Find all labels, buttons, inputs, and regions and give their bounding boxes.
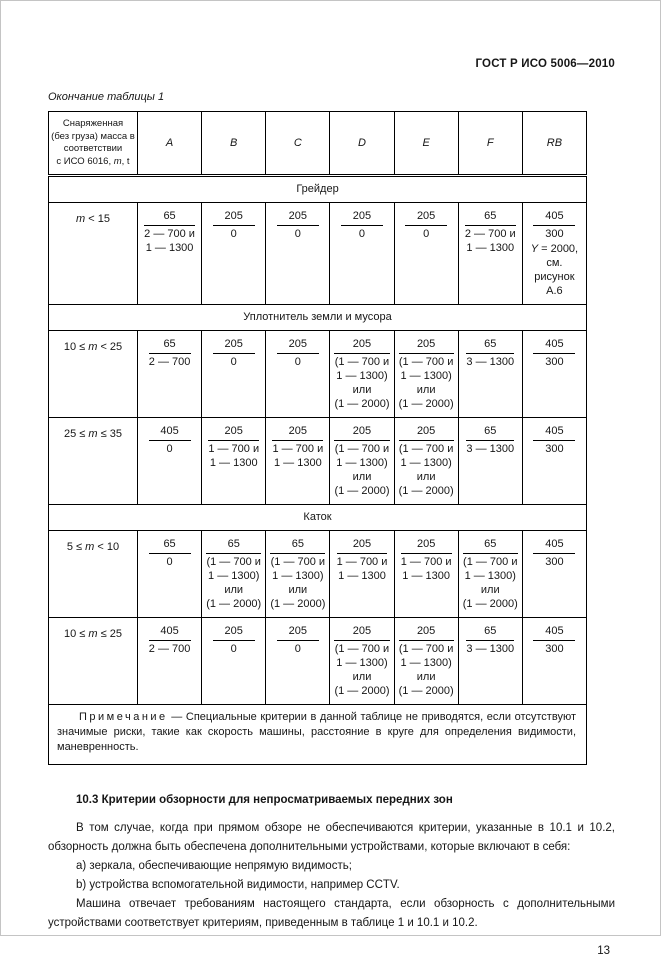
fraction-numerator: 205 [213,209,255,226]
fraction [206,537,261,611]
fraction-numerator: 65 [466,337,514,354]
fraction-denominator: 1 — 700 и 1 — 1300 [272,443,324,469]
fraction [213,209,255,241]
table-section-row [49,305,587,331]
fraction [341,209,383,241]
fraction [149,537,191,569]
criteria-value-cell [330,331,394,418]
fraction [466,624,514,656]
fraction-denominator: 300 [545,356,564,368]
fraction-denominator: 0 [166,443,173,455]
fraction [277,337,319,369]
fraction-denominator: (1 — 700 и 1 — 1300) или (1 — 2000) [270,556,326,610]
criteria-value-cell [138,331,202,418]
fraction-denominator: 3 — 1300 [466,443,515,455]
fraction-denominator: (1 — 700 и 1 — 1300) или (1 — 2000) [334,643,390,697]
fraction-numerator: 405 [149,424,191,441]
fraction-denominator: (1 — 700 и 1 — 1300) или (1 — 2000) [398,643,454,697]
fraction [463,537,518,611]
table-note-cell [49,705,587,765]
document-standard-number: ГОСТ Р ИСО 5006—2010 [475,58,615,70]
criteria-value-cell [522,203,586,305]
fraction [399,337,454,411]
fraction-numerator: 65 [206,537,261,554]
criteria-value-cell [394,618,458,705]
criteria-value-cell [394,418,458,505]
column-header-D: D [330,112,394,176]
criteria-value-cell [522,418,586,505]
fraction [399,624,454,698]
fraction-denominator: 0 [423,228,430,240]
fraction-numerator: 65 [270,537,325,554]
fraction-denominator: 1 — 700 и 1 — 1300 [336,556,388,582]
fraction-numerator: 205 [277,624,319,641]
fraction-numerator: 405 [533,209,575,226]
fraction-denominator: 3 — 1300 [466,643,515,655]
criteria-value-cell [330,531,394,618]
criteria-value-cell [202,531,266,618]
paragraph: Машина отвечает требованиям настоящего стандарта, если обзорность с дополнительными устройствами соответствует критериям, приведенным в таблице 1 и 10.1 и 10.2. [48,898,615,929]
fraction-denominator: 0 [294,643,301,655]
fraction-numerator: 205 [399,424,454,441]
fraction-denominator: 0 [294,228,301,240]
fraction [533,337,575,369]
fraction [334,424,389,498]
list-item-a: a) зеркала, обеспечивающие непрямую видимость; [76,860,352,872]
fraction [144,209,195,255]
fraction [272,424,323,470]
fraction-numerator: 205 [334,424,389,441]
fraction-numerator: 205 [277,209,319,226]
fraction [533,209,575,241]
fraction-numerator: 405 [533,537,575,554]
table-body [49,176,587,765]
fraction-denominator: 300 [545,228,564,240]
fraction-numerator: 205 [399,337,454,354]
fraction-numerator: 205 [337,537,388,554]
criteria-value-cell [202,618,266,705]
fraction-denominator: 0 [166,556,173,568]
fraction-denominator: 300 [545,556,564,568]
fraction-numerator: 205 [341,209,383,226]
fraction-denominator: (1 — 700 и 1 — 1300) или (1 — 2000) [206,556,262,610]
fraction-denominator: 2 — 700 и 1 — 1300 [144,228,195,254]
fraction-denominator: (1 — 700 и 1 — 1300) или (1 — 2000) [334,356,390,410]
criteria-value-cell [266,531,330,618]
criteria-value-cell [458,203,522,305]
table-row [49,418,587,505]
criteria-value-cell [522,618,586,705]
table-note-row [49,705,587,765]
fraction-numerator: 65 [465,209,516,226]
fraction [277,209,319,241]
criteria-value-cell [330,203,394,305]
fraction [213,337,255,369]
fraction-numerator: 405 [149,624,191,641]
fraction-denominator: 3 — 1300 [466,356,515,368]
fraction [401,537,452,583]
fraction-numerator: 65 [466,424,514,441]
criteria-value-cell [266,618,330,705]
fraction-denominator: 300 [545,443,564,455]
criteria-value-cell [266,418,330,505]
fraction-numerator: 65 [466,624,514,641]
criteria-value-cell [458,331,522,418]
visibility-criteria-table [48,111,587,765]
fraction-denominator: 0 [230,643,237,655]
criteria-value-cell [458,531,522,618]
section-body [48,819,615,933]
fraction [466,337,514,369]
criteria-value-cell [138,531,202,618]
criteria-value-cell [138,203,202,305]
column-header-C: C [266,112,330,176]
table-header [49,112,587,176]
fraction-numerator: 205 [405,209,447,226]
fraction-numerator: 65 [463,537,518,554]
column-header-RB: RB [522,112,586,176]
fraction-numerator: 405 [533,424,575,441]
fraction-denominator: (1 — 700 и 1 — 1300) или (1 — 2000) [462,556,518,610]
fraction-numerator: 205 [277,337,319,354]
fraction-numerator: 205 [208,424,259,441]
fraction-numerator: 65 [149,537,191,554]
paragraph: В том случае, когда при прямом обзоре не обеспечиваются критерии, указанные в 10.1 и 10.2, обзорность должна быть обеспечена дополнительными устройствами, которые включают в себя: [48,822,615,853]
criteria-value-cell [330,618,394,705]
fraction [208,424,259,470]
fraction [277,624,319,656]
fraction-numerator: 205 [213,624,255,641]
column-header-A: A [138,112,202,176]
criteria-value-cell [138,618,202,705]
fraction-numerator: 405 [533,624,575,641]
fraction-denominator: (1 — 700 и 1 — 1300) или (1 — 2000) [398,356,454,410]
criteria-value-cell [202,203,266,305]
fraction [533,624,575,656]
fraction-denominator: (1 — 700 и 1 — 1300) или (1 — 2000) [398,443,454,497]
note-label: Примечание [79,711,168,723]
table-row [49,331,587,418]
criteria-value-cell [458,618,522,705]
fraction-numerator: 205 [272,424,323,441]
page-number: 13 [597,945,610,957]
fraction-denominator: 0 [230,228,237,240]
table-caption: Окончание таблицы 1 [48,91,165,103]
fraction-numerator: 205 [334,337,389,354]
fraction-denominator: 2 — 700 [148,356,191,368]
criteria-value-cell [458,418,522,505]
fraction [465,209,516,255]
criteria-value-cell [394,203,458,305]
fraction [405,209,447,241]
table-section-title: Каток [49,505,587,531]
mass-range-cell: 10 ≤ m ≤ 25 [49,618,138,705]
fraction [334,624,389,698]
mass-range-cell: 10 ≤ m < 25 [49,331,138,418]
section-heading: 10.3 Критерии обзорности для непросматриваемых передних зон [76,794,453,806]
table-section-row [49,505,587,531]
column-header-E: E [394,112,458,176]
fraction-denominator: 0 [358,228,366,240]
fraction-numerator: 205 [334,624,389,641]
fraction [466,424,514,456]
fraction-numerator: 405 [533,337,575,354]
table-note-text: Примечание — Специальные критерии в данной таблице не приводятся, если отсутствуют значимые риски, такие как скорость машины, расстояние в круге для определения видимости, маневренность. [57,711,576,753]
fraction-numerator: 65 [149,337,191,354]
fraction-denominator: 2 — 700 и 1 — 1300 [464,228,516,254]
table-section-title: Уплотнитель земли и мусора [49,305,587,331]
fraction [334,337,389,411]
table-section-row [49,176,587,203]
criteria-value-cell [522,331,586,418]
criteria-value-cell [394,331,458,418]
fraction-numerator: 205 [399,624,454,641]
fraction [149,624,191,656]
fraction-numerator: 65 [144,209,195,226]
fraction [533,424,575,456]
fraction [213,624,255,656]
table-row [49,203,587,305]
fraction-numerator: 205 [401,537,452,554]
table-row [49,618,587,705]
fraction-denominator: 0 [294,356,301,368]
mass-range-cell: m < 15 [49,203,138,305]
criteria-value-cell [266,331,330,418]
criteria-value-cell [330,418,394,505]
fraction-denominator: 1 — 700 и 1 — 1300 [208,443,260,469]
fraction-denominator: 0 [230,356,237,368]
column-header-B: B [202,112,266,176]
criteria-value-cell [138,418,202,505]
fraction [399,424,454,498]
table-section-title: Грейдер [49,176,587,203]
criteria-value-cell [266,203,330,305]
fraction-denominator: (1 — 700 и 1 — 1300) или (1 — 2000) [334,443,390,497]
criteria-value-cell [202,418,266,505]
criteria-value-cell [202,331,266,418]
mass-range-cell: 25 ≤ m ≤ 35 [49,418,138,505]
fraction [149,424,191,456]
fraction [149,337,191,369]
criteria-value-cell [394,531,458,618]
table-row [49,531,587,618]
fraction [337,537,388,583]
criteria-value-cell [522,531,586,618]
mass-range-cell: 5 ≤ m < 10 [49,531,138,618]
list-item-b: b) устройства вспомогательной видимости, например CCTV. [76,879,400,891]
column-header-F: F [458,112,522,176]
fraction-denominator: 1 — 700 и 1 — 1300 [400,556,452,582]
fraction-denominator: 2 — 700 [148,643,191,655]
table-header-row [49,112,587,176]
fraction-denominator: 300 [545,643,564,655]
cell-extra-note: Y = 2000, см. рисунок А.6 [530,243,579,297]
fraction-numerator: 205 [213,337,255,354]
fraction [270,537,325,611]
mass-header-cell: Снаряженная (без груза) масса в соответствии с ИСО 6016, m, t [49,112,138,176]
fraction [533,537,575,569]
